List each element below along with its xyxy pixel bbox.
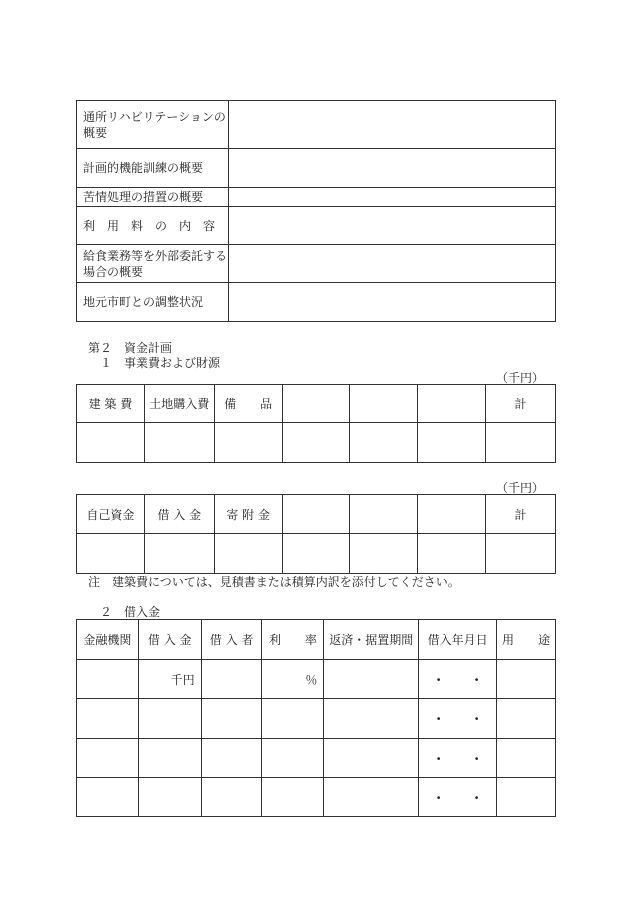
value-cell[interactable] <box>201 778 262 817</box>
header-cell: 返済・据置期間 <box>324 620 419 660</box>
value-cell[interactable] <box>262 778 324 817</box>
header-cell <box>282 495 350 534</box>
date-separator: ・ <box>432 672 445 687</box>
unit-label: （千円） <box>496 371 545 385</box>
value-cell[interactable] <box>282 534 350 574</box>
loan-table <box>76 619 556 817</box>
value-cell[interactable] <box>497 699 556 739</box>
date-separator: ・ <box>432 751 445 766</box>
row-value[interactable] <box>228 245 555 283</box>
date-cell[interactable] <box>419 739 497 778</box>
header-cell: 借入年月日 <box>419 620 497 660</box>
value-cell[interactable] <box>77 660 139 699</box>
header-cell: 土地購入費 <box>144 385 214 423</box>
value-cell[interactable] <box>418 423 486 463</box>
section-title: 第２ 資金計画 <box>88 341 173 355</box>
table-row <box>77 739 556 778</box>
value-cell[interactable] <box>138 739 201 778</box>
value-cell[interactable] <box>497 778 556 817</box>
value-cell[interactable] <box>214 423 282 463</box>
value-cell[interactable] <box>262 739 324 778</box>
subsection-title: １ 事業費および財源 <box>100 356 221 370</box>
date-separator: ・ <box>432 790 445 805</box>
overview-row <box>77 101 556 149</box>
value-cell[interactable] <box>418 534 486 574</box>
value-cell[interactable] <box>324 699 419 739</box>
value-cell[interactable] <box>324 660 419 699</box>
header-cell <box>282 385 350 423</box>
date-separator: ・ <box>432 712 445 726</box>
header-cell: 利 率 <box>262 620 324 660</box>
value-cell[interactable] <box>138 778 201 817</box>
table-header-row <box>77 620 556 660</box>
row-value[interactable] <box>228 283 555 322</box>
table-row <box>77 699 556 739</box>
overview-row <box>77 207 556 245</box>
value-cell[interactable] <box>324 739 419 778</box>
row-value[interactable] <box>228 149 555 188</box>
row-value[interactable] <box>228 188 555 207</box>
value-cell[interactable] <box>350 534 418 574</box>
value-cell[interactable] <box>282 423 350 463</box>
table-row <box>77 660 556 699</box>
header-cell: 借 入 者 <box>201 620 262 660</box>
value-cell[interactable] <box>77 423 145 463</box>
row-value[interactable] <box>228 207 555 245</box>
table-row <box>77 423 556 463</box>
unit-label: （千円） <box>496 481 545 495</box>
value-cell[interactable] <box>350 423 418 463</box>
rate-unit[interactable]: ％ <box>262 660 324 699</box>
value-cell[interactable] <box>497 739 556 778</box>
table-row <box>77 778 556 817</box>
header-cell <box>350 385 418 423</box>
cost-table <box>76 384 556 463</box>
row-label: 通所リハビリテーションの概要 <box>77 101 229 149</box>
overview-table <box>76 100 556 322</box>
header-cell: 寄 附 金 <box>214 495 282 534</box>
date-separator: ・ <box>470 712 483 726</box>
value-cell[interactable] <box>201 699 262 739</box>
row-label: 計画的機能訓練の概要 <box>77 149 229 188</box>
header-cell: 建 築 費 <box>77 385 145 423</box>
date-separator: ・ <box>470 790 483 805</box>
value-cell[interactable] <box>497 660 556 699</box>
header-cell: 用 途 <box>497 620 556 660</box>
overview-row <box>77 149 556 188</box>
date-cell[interactable] <box>419 699 497 739</box>
amount-unit[interactable]: 千円 <box>138 660 201 699</box>
header-cell: 計 <box>486 495 556 534</box>
value-cell[interactable] <box>77 699 139 739</box>
row-label: 給食業務等を外部委託する場合の概要 <box>77 245 229 283</box>
value-cell[interactable] <box>77 739 139 778</box>
subsection-title: ２ 借入金 <box>100 605 161 619</box>
value-cell[interactable] <box>486 534 556 574</box>
value-cell[interactable] <box>486 423 556 463</box>
value-cell[interactable] <box>144 534 214 574</box>
overview-row <box>77 245 556 283</box>
table-header-row <box>77 385 556 423</box>
value-cell[interactable] <box>138 699 201 739</box>
overview-row <box>77 283 556 322</box>
header-cell <box>418 495 486 534</box>
header-cell: 借 入 金 <box>138 620 201 660</box>
header-cell <box>418 385 486 423</box>
value-cell[interactable] <box>214 534 282 574</box>
overview-row <box>77 188 556 207</box>
header-cell: 計 <box>486 385 556 423</box>
header-cell: 金融機関 <box>77 620 139 660</box>
value-cell[interactable] <box>77 778 139 817</box>
date-separator: ・ <box>470 751 483 766</box>
value-cell[interactable] <box>144 423 214 463</box>
row-label: 利 用 料 の 内 容 <box>77 207 229 245</box>
table-row <box>77 534 556 574</box>
note-text: 注 建築費については、見積書または積算内訳を添付してください。 <box>88 575 460 589</box>
header-cell: 借 入 金 <box>144 495 214 534</box>
value-cell[interactable] <box>324 778 419 817</box>
funding-table <box>76 494 556 574</box>
value-cell[interactable] <box>201 660 262 699</box>
date-cell[interactable] <box>419 660 497 699</box>
value-cell[interactable] <box>77 534 145 574</box>
date-cell[interactable] <box>419 778 497 817</box>
header-cell: 自己資金 <box>77 495 145 534</box>
header-cell <box>350 495 418 534</box>
value-cell[interactable] <box>262 699 324 739</box>
table-header-row <box>77 495 556 534</box>
date-separator: ・ <box>470 672 483 687</box>
row-label: 苦情処理の措置の概要 <box>77 188 229 207</box>
row-value[interactable] <box>228 101 555 149</box>
header-cell: 備 品 <box>214 385 282 423</box>
value-cell[interactable] <box>201 739 262 778</box>
row-label: 地元市町との調整状況 <box>77 283 229 322</box>
